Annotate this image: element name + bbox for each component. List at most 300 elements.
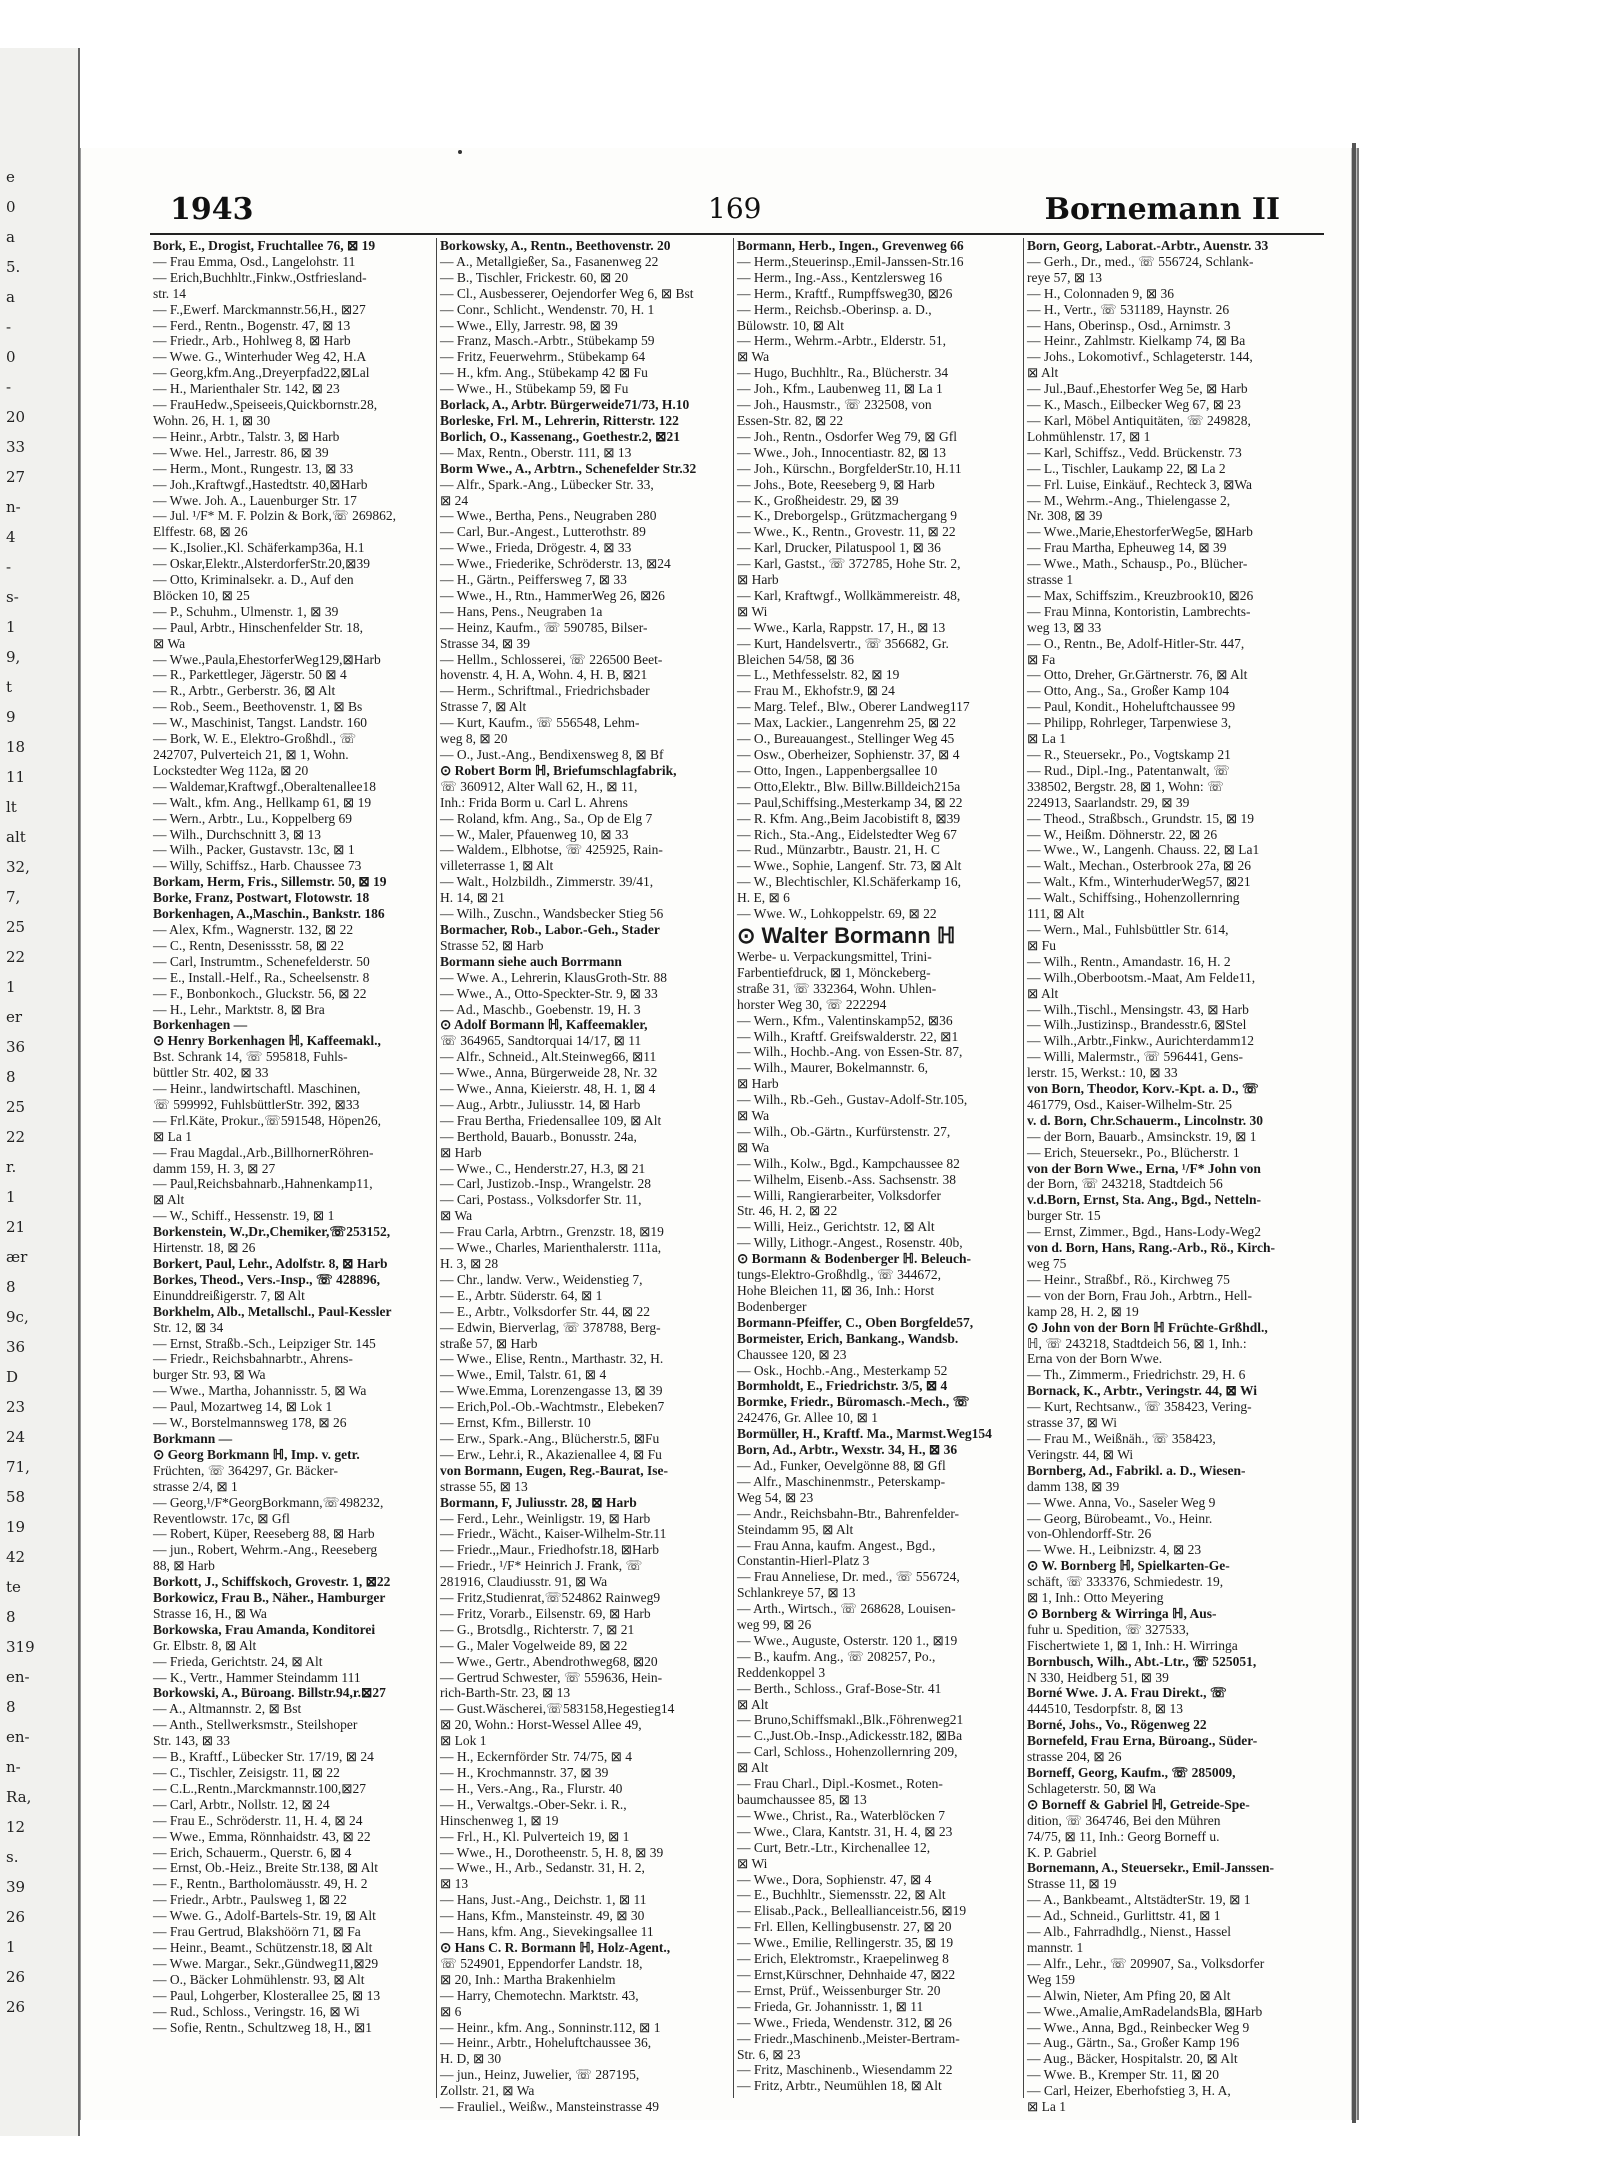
directory-entry-line: — Friedr.,,Maur., Friedhofstr.18, ⊠Harb (440, 1542, 660, 1558)
adjacent-page-text: 23 (6, 1398, 26, 1416)
directory-entry-line: — Carl, Heizer, Eberhofstieg 3, H. A, (1027, 2083, 1231, 2099)
directory-entry-line: — Wwe., A., Otto-Speckter-Str. 9, ⊠ 33 (440, 985, 658, 1001)
directory-entry-line: ⊙ Bormann & Bodenberger ℍ. Beleuch- (737, 1251, 972, 1267)
adjacent-page-text: 7, (6, 888, 21, 906)
directory-entry-line: — Wilh., Rb.-Geh., Gustav-Adolf-Str.105, (737, 1092, 968, 1108)
directory-entry-line: Strasse 34, ⊠ 39 (440, 635, 531, 651)
directory-entry-line: straße 57, ⊠ Harb (440, 1335, 538, 1351)
column-separator (1023, 238, 1024, 2098)
directory-entry-line: Bornemann, A., Steuersekr., Emil-Janssen- (1027, 1860, 1275, 1876)
adjacent-page-text: - (6, 558, 12, 576)
directory-entry-line: ☏ 599992, FuhlsbüttlerStr. 392, ⊠33 (153, 1096, 360, 1112)
directory-entry-line: — E., Arbtr., Volksdorfer Str. 44, ⊠ 22 (440, 1303, 650, 1319)
directory-entry-line: — Joh., Kfm., Laubenweg 11, ⊠ La 1 (737, 381, 943, 397)
directory-entry-line: — Jul. ¹/F* M. F. Polzin & Bork,☏ 269862, (153, 508, 396, 524)
directory-entry-line: — E., Arbtr. Süderstr. 64, ⊠ 1 (440, 1287, 603, 1303)
adjacent-page-text: 33 (6, 438, 26, 456)
directory-entry-line: — Joh., Rentn., Osdorfer Weg 79, ⊠ Gfl (737, 428, 957, 444)
directory-entry-line: weg 8, ⊠ 20 (440, 731, 508, 747)
directory-entry-line: — Curt, Betr.-Ltr., Kirchenallee 12, (737, 1839, 931, 1855)
directory-entry-line: — Paul, Arbtr., Hinschenfelder Str. 18, (153, 619, 363, 635)
directory-entry-line: — Otto,Elektr., Blw. Billw.Billdeich215a (737, 778, 961, 794)
directory-entry-line: — Hans, Kfm., Mansteinstr. 49, ⊠ 30 (440, 1908, 645, 1924)
directory-entry-line: Borné Wwe. J. A. Frau Direkt., ☏ (1027, 1685, 1227, 1701)
directory-entry-line: — Joh., Hausmstr., ☏ 232508, von (737, 397, 932, 413)
adjacent-page-text: 0 (6, 198, 16, 216)
directory-entry-line: — A., Bankbeamt., AltstädterStr. 19, ⊠ 1 (1027, 1892, 1251, 1908)
directory-entry-line: — F.,Ewerf. Marckmannstr.56,H., ⊠27 (153, 301, 366, 317)
directory-entry-line: ⊙ Hans C. R. Bormann ℍ, Holz-Agent., (440, 1939, 671, 1955)
directory-entry-line: schäft, ☏ 333376, Schmiedestr. 19, (1027, 1574, 1224, 1590)
directory-entry-line: — Wilh., Maurer, Bokelmannstr. 6, (737, 1060, 929, 1076)
directory-entry-line: Bornack, K., Arbtr., Veringstr. 44, ⊠ Wi (1027, 1383, 1257, 1399)
directory-entry-line: — Waldemar,Kraftwgf.,Oberaltenallee18 (153, 778, 377, 794)
directory-entry-line: — Wwe. Anna, Vo., Saseler Weg 9 (1027, 1494, 1216, 1510)
directory-entry-line: ⊙ Henry Borkenhagen ℍ, Kaffeemakl., (153, 1033, 381, 1049)
directory-entry-line: — Frl., H., Kl. Pulverteich 19, ⊠ 1 (440, 1828, 630, 1844)
directory-entry-line: — Wwe., Elly, Jarrestr. 98, ⊠ 39 (440, 317, 618, 333)
directory-entry-line: — Herm., Wehrm.-Arbtr., Elderstr. 51, (737, 333, 946, 349)
adjacent-page-text: 319 (6, 1638, 35, 1656)
directory-entry-line: — Frl. Luise, Einkäuf., Rechteck 3, ⊠Wa (1027, 476, 1253, 492)
directory-entry-line: hovenstr. 4, H. A, Wohn. 4, H. B, ⊠21 (440, 667, 648, 683)
directory-entry-line: weg 13, ⊠ 33 (1027, 619, 1102, 635)
directory-entry-line: 111, ⊠ Alt (1027, 906, 1085, 922)
directory-entry-line: — Wwe. G., Winterhuder Weg 42, H.A (153, 349, 367, 365)
directory-entry-line: ⊙ Borneff & Gabriel ℍ, Getreide-Spe- (1027, 1796, 1250, 1812)
directory-entry-line: — Wwe. H., Leibnizstr. 4, ⊠ 23 (1027, 1542, 1202, 1558)
directory-entry-line: — Erich, Elektromstr., Kraepelinweg 8 (737, 1951, 949, 1967)
directory-entry-line: ☏ 360912, Alter Wall 62, H., ⊠ 11, (440, 778, 638, 794)
directory-entry-line: — Frau Carla, Arbtrn., Grenzstr. 18, ⊠19 (440, 1224, 664, 1240)
directory-entry-line: — Rud., Münzarbtr., Baustr. 21, H. C (737, 842, 940, 858)
directory-entry-line: 242476, Gr. Allee 10, ⊠ 1 (737, 1410, 879, 1426)
directory-entry-line: damm 138, ⊠ 39 (1027, 1478, 1120, 1494)
adjacent-page-fragment (0, 48, 80, 2136)
directory-entry-line: — Wwe., Anna, Bürgerweide 28, Nr. 32 (440, 1065, 658, 1081)
directory-entry-line: Erna von der Born Wwe. (1027, 1351, 1163, 1367)
directory-entry-line: Reventlowstr. 17c, ⊠ Gfl (153, 1510, 290, 1526)
directory-entry-line: — Frauliel., Weißw., Mansteinstrasse 49 (440, 2099, 660, 2115)
adjacent-page-text: 9, (6, 648, 21, 666)
directory-entry-line: — Wwe., Christ., Ra., Waterblöcken 7 (737, 1807, 945, 1823)
directory-entry-line: — Friedr., Reichsbahnarbtr., Ahrens- (153, 1351, 353, 1367)
directory-entry-line: H. D, ⊠ 30 (440, 2051, 502, 2067)
directory-entry-line: ⊠ Wa (737, 349, 770, 365)
directory-entry-line: — Erich, Schauerm., Querstr. 6, ⊠ 4 (153, 1844, 352, 1860)
directory-entry-line: — Berth., Schloss., Graf-Bose-Str. 41 (737, 1680, 942, 1696)
adjacent-page-text: 25 (6, 918, 26, 936)
directory-entry-line: H. 14, ⊠ 21 (440, 890, 505, 906)
directory-entry-line: Lockstedter Weg 112a, ⊠ 20 (153, 762, 309, 778)
directory-entry-line: — Erich,Pol.-Ob.-Wachtmstr., Elebeken7 (440, 1399, 665, 1415)
directory-entry-line: — Willi, Malermstr., ☏ 596441, Gens- (1027, 1049, 1243, 1065)
directory-entry-line: 74/75, ⊠ 11, Inh.: Georg Borneff u. (1027, 1828, 1220, 1844)
directory-entry-line: — Wwe., Anna, Bgd., Reinbecker Weg 9 (1027, 2019, 1250, 2035)
directory-entry-line: — Conr., Schlicht., Wendenstr. 70, H. 1 (440, 301, 655, 317)
directory-entry-line: Strasse 16, H., ⊠ Wa (153, 1605, 267, 1621)
directory-entry-line: fuhr u. Spedition, ☏ 327533, (1027, 1621, 1189, 1637)
directory-entry-line: — Frau E., Schröderstr. 11, H. 4, ⊠ 24 (153, 1812, 363, 1828)
directory-entry-line: — Wwe., Gertr., Abendrothweg68, ⊠20 (440, 1653, 658, 1669)
directory-entry-line: Borkowsky, A., Rentn., Beethovenstr. 20 (440, 238, 671, 253)
directory-entry-line: — Georg, Bürobeamt., Vo., Heinr. (1027, 1510, 1213, 1526)
adjacent-page-text: 20 (6, 408, 26, 426)
directory-entry-line: — Wwe., Bertha, Pens., Neugraben 280 (440, 508, 657, 524)
adjacent-page-text: r. (6, 1158, 17, 1176)
directory-entry-line: — Wwe., Anna, Kieierstr. 48, H. 1, ⊠ 4 (440, 1081, 656, 1097)
directory-entry-line: ⊠ Wa (153, 635, 186, 651)
directory-entry-line: — Fritz, Arbtr., Neumühlen 18, ⊠ Alt (737, 2078, 942, 2094)
directory-entry-line: ⊠ Harb (737, 1076, 779, 1092)
directory-entry-line: — E., Buchhltr., Siemensstr. 22, ⊠ Alt (737, 1887, 946, 1903)
directory-entry-line: — Willi, Heiz., Gerichtstr. 12, ⊠ Alt (737, 1219, 935, 1235)
adjacent-page-text: 1 (6, 618, 16, 636)
directory-entry-line: str. 14 (153, 285, 187, 301)
directory-entry-line: — A., Altmannstr. 2, ⊠ Bst (153, 1701, 302, 1717)
directory-entry-line: — Alex, Kfm., Wagnerstr. 132, ⊠ 22 (153, 921, 354, 937)
directory-entry-line: ⊠ 6 (440, 2003, 462, 2019)
directory-entry-line: — Wilh.,Justizinsp., Brandesstr.6, ⊠Stel (1027, 1017, 1247, 1033)
directory-entry-line: — K., Vertr., Hammer Steindamm 111 (153, 1669, 361, 1685)
directory-entry-line: — Wwe., W., Langenh. Chauss. 22, ⊠ La1 (1027, 842, 1260, 858)
adjacent-page-text: - (6, 318, 12, 336)
directory-entry-line: — Karl, Kraftwgf., Wollkämmereistr. 48, (737, 587, 961, 603)
directory-entry-line: — Rob., Seem., Beethovenstr. 1, ⊠ Bs (153, 699, 363, 715)
adjacent-page-text: 9 (6, 708, 16, 726)
directory-entry-line: — Andr., Reichsbahn-Btr., Bahrenfelder- (737, 1505, 960, 1521)
directory-entry-line: — R., Arbtr., Gerberstr. 36, ⊠ Alt (153, 683, 336, 699)
directory-entry-line: Früchten, ☏ 364297, Gr. Bäcker- (153, 1462, 338, 1478)
directory-entry-line: — Carl, Instrumtm., Schenefelderstr. 50 (153, 953, 370, 969)
directory-entry-line: ⊙ W. Bornberg ℍ, Spielkarten-Ge- (1027, 1558, 1230, 1574)
running-head: Bornemann II (1044, 192, 1280, 227)
directory-entry-line: — O., Bäcker Lohmühlenstr. 93, ⊠ Alt (153, 1971, 365, 1987)
directory-entry-line: — W., Schiff., Hessenstr. 19, ⊠ 1 (153, 1208, 335, 1224)
directory-entry-line: — Frau Emma, Osd., Langelohstr. 11 (153, 253, 356, 269)
adjacent-page-text: t (6, 678, 13, 696)
adjacent-page-text: a (6, 288, 15, 306)
directory-entry-line: — Willy, Lithogr.-Angest., Rosenstr. 40b, (737, 1235, 963, 1251)
adjacent-page-text: Ra, (6, 1788, 32, 1806)
directory-entry-line: ⊠ Alt (1027, 985, 1059, 1001)
directory-entry-line: Steindamm 95, ⊠ Alt (737, 1521, 854, 1537)
directory-entry-line: — Karl, Schiffsz., Vedd. Brückenstr. 73 (1027, 444, 1242, 460)
directory-entry-line: — Rich., Sta.-Ang., Eidelstedter Weg 67 (737, 826, 957, 842)
directory-entry-line: — Aug., Bäcker, Hospitalstr. 20, ⊠ Alt (1027, 2051, 1238, 2067)
directory-entry-line: ☏ 364965, Sandtorquai 14/17, ⊠ 11 (440, 1033, 642, 1049)
directory-entry-line: reye 57, ⊠ 13 (1027, 269, 1103, 285)
directory-entry-line: — Ferd., Lehr., Weinligstr. 19, ⊠ Harb (440, 1510, 651, 1526)
adjacent-page-text: s- (6, 588, 19, 606)
directory-entry-line: — Paul, Kondit., Hoheluftchaussee 99 (1027, 699, 1236, 715)
directory-entry-line: — Heinr., Zahlmstr. Kielkamp 74, ⊠ Ba (1027, 333, 1246, 349)
adjacent-page-text: D (6, 1368, 19, 1386)
adjacent-page-text: 8 (6, 1068, 16, 1086)
directory-entry-line: — Paul, Lohgerber, Klosterallee 25, ⊠ 13 (153, 1987, 381, 2003)
directory-entry-line: — Arth., Wirtsch., ☏ 268628, Louisen- (737, 1601, 956, 1617)
directory-entry-line: — Wwe., Dora, Sophienstr. 47, ⊠ 4 (737, 1871, 932, 1887)
directory-entry-line: — Frl.Käte, Prokur.,☏591548, Höpen26, (153, 1112, 381, 1128)
directory-entry-line: — Wilh., Packer, Gustavstr. 13c, ⊠ 1 (153, 842, 355, 858)
directory-entry-line: — Paul,Schiffsing.,Mesterkamp 34, ⊠ 22 (737, 794, 963, 810)
directory-entry-line: 242707, Pulverteich 21, ⊠ 1, Wohn. (153, 747, 349, 762)
directory-entry-line: Strasse 7, ⊠ Alt (440, 699, 527, 715)
adjacent-page-text: en- (6, 1728, 30, 1746)
directory-entry-line: — Kurt, Rechtsanw., ☏ 358423, Vering- (1027, 1399, 1252, 1415)
directory-entry-line: ⊙ Bornberg & Wirringa ℍ, Aus- (1027, 1605, 1217, 1621)
directory-entry-line: — Wwe.,Paula,EhestorferWeg129,⊠Harb (153, 651, 381, 667)
directory-entry-line: — Alb., Fahrradhdlg., Nienst., Hassel (1027, 1924, 1231, 1940)
directory-entry-line: weg 75 (1027, 1256, 1067, 1271)
directory-entry-line: Strasse 11, ⊠ 19 (1027, 1876, 1117, 1892)
directory-entry-line: — Rud., Schloss., Veringstr. 16, ⊠ Wi (153, 2003, 360, 2019)
directory-entry-line: Bork, E., Drogist, Fruchtallee 76, ⊠ 19 (153, 238, 376, 253)
directory-entry-line: strasse 2/4, ⊠ 1 (153, 1478, 238, 1494)
directory-entry-line: Hinschenweg 1, ⊠ 19 (440, 1812, 559, 1828)
directory-entry-line: — Karl, Drucker, Pilatuspool 1, ⊠ 36 (737, 540, 941, 556)
directory-entry-line: Borke, Franz, Postwart, Flotowstr. 18 (153, 890, 370, 906)
directory-entry-line: — Heinr., Straßbf., Rö., Kirchweg 75 (1027, 1271, 1230, 1287)
directory-entry-line: — W., Borstelmannsweg 178, ⊠ 26 (153, 1415, 347, 1431)
directory-entry-line: — Max, Rentn., Oberstr. 111, ⊠ 13 (440, 444, 632, 460)
directory-entry-line: ⊠ 24 (440, 492, 469, 508)
directory-entry-line: — Carl, Justizob.-Insp., Wrangelstr. 28 (440, 1176, 652, 1192)
adjacent-page-text: en- (6, 1668, 30, 1686)
directory-entry-line: — Wwe., Emil, Talstr. 61, ⊠ 4 (440, 1367, 607, 1383)
directory-entry-line: — R. Kfm. Ang.,Beim Jacobistift 8, ⊠39 (737, 810, 961, 826)
directory-entry-line: 461779, Osd., Kaiser-Wilhelm-Str. 25 (1027, 1096, 1233, 1112)
header-year: 1943 (170, 192, 254, 227)
directory-entry-line: — Sofie, Rentn., Schultzweg 18, H., ⊠1 (153, 2019, 373, 2035)
directory-entry-line: — Roland, kfm. Ang., Sa., Op de Elg 7 (440, 810, 653, 826)
directory-entry-line: — Th., Zimmerm., Friedrichstr. 29, H. 6 (1027, 1367, 1246, 1383)
directory-entry-line: 281916, Claudiusstr. 91, ⊠ Wa (440, 1574, 608, 1590)
directory-entry-line: Bormann-Pfeiffer, C., Oben Borgfelde57, (737, 1314, 974, 1330)
directory-entry-line: — Frau M., Ekhofstr.9, ⊠ 24 (737, 683, 895, 699)
directory-entry-line: — Oskar,Elektr.,AlsterdorferStr.20,⊠39 (153, 556, 370, 572)
directory-entry-line: — Wwe. Joh. A., Lauenburger Str. 17 (153, 492, 357, 508)
adjacent-page-text: 22 (6, 1128, 26, 1146)
directory-entry-line: Lohmühlenstr. 17, ⊠ 1 (1027, 428, 1151, 444)
directory-entry-line: Elffestr. 68, ⊠ 26 (153, 524, 248, 540)
directory-entry-line: — Fritz, Vorarb., Eilsenstr. 69, ⊠ Harb (440, 1605, 651, 1621)
directory-entry-line: Borkert, Paul, Lehr., Adolfstr. 8, ⊠ Harb (153, 1256, 388, 1271)
directory-entry-line: ⊠ Lok 1 (440, 1733, 487, 1749)
adjacent-page-text: 22 (6, 948, 26, 966)
directory-entry-line: — Wern., Kfm., Valentinskamp52, ⊠36 (737, 1012, 953, 1028)
directory-entry-line: — Wilh.,Tischl., Mensingstr. 43, ⊠ Harb (1027, 1001, 1249, 1017)
directory-entry-line: Essen-Str. 82, ⊠ 22 (737, 412, 844, 428)
directory-entry-line: — Ferd., Rentn., Bogenstr. 47, ⊠ 13 (153, 317, 351, 333)
directory-entry-line: villeterrasse 1, ⊠ Alt (440, 858, 554, 874)
directory-entry-line: — Friedr., Arb., Hohlweg 8, ⊠ Harb (153, 333, 351, 349)
directory-entry-line: — Ernst, Zimmer., Bgd., Hans-Lody-Weg2 (1027, 1224, 1262, 1240)
directory-entry-line: K. P. Gabriel (1027, 1844, 1097, 1860)
directory-entry-line: — Gertrud Schwester, ☏ 559636, Hein- (440, 1669, 663, 1685)
directory-entry-line: — Wwe., Emma, Rönnhaidstr. 43, ⊠ 22 (153, 1828, 371, 1844)
directory-entry-line: — R., Steuersekr., Po., Vogtskamp 21 (1027, 747, 1231, 762)
directory-entry-line: Gr. Elbstr. 8, ⊠ Alt (153, 1637, 257, 1653)
directory-entry-line: — B., Tischler, Frickestr. 60, ⊠ 20 (440, 269, 629, 285)
directory-entry-line: ⊠ Fa (1027, 651, 1056, 667)
directory-entry-line: ⊙ Adolf Bormann ℍ, Kaffeemakler, (440, 1017, 648, 1033)
adjacent-page-text: alt (6, 828, 26, 846)
directory-entry-line: Str. 46, H. 2, ⊠ 22 (737, 1203, 838, 1219)
directory-entry-line: ⊠ 20, Inh.: Martha Brakenhielm (440, 1971, 616, 1987)
directory-entry-line: — Johs., Lokomotivf., Schlageterstr. 144, (1027, 349, 1253, 365)
directory-entry-line: — Heinr., Arbtr., Hoheluftchaussee 36, (440, 2035, 652, 2051)
directory-entry-line: — Aug., Arbtr., Juliusstr. 14, ⊠ Harb (440, 1096, 641, 1112)
directory-entry-line: — Joh.,Kraftwgf.,Hastedtstr. 40,⊠Harb (153, 476, 368, 492)
directory-entry-line: Bornefeld, Frau Erna, Büroang., Süder- (1027, 1733, 1258, 1749)
adjacent-page-text: 1 (6, 1188, 16, 1206)
directory-entry-line: — W., Maschinist, Tangst. Landstr. 160 (153, 715, 368, 731)
directory-entry-line: — B., Kraftf., Lübecker Str. 17/19, ⊠ 24 (153, 1749, 374, 1765)
adjacent-page-text: 58 (6, 1488, 26, 1506)
directory-entry-line: Inh.: Frida Borm u. Carl L. Ahrens (440, 794, 628, 810)
directory-entry-line: — Georg,¹/F*GeorgBorkmann,☏498232, (153, 1494, 384, 1510)
directory-entry-line: — Franz, Masch.-Arbtr., Stübekamp 59 (440, 333, 655, 349)
directory-entry-line: Bormüller, H., Kraftf. Ma., Marmst.Weg154 (737, 1426, 992, 1442)
directory-entry-line: burger Str. 15 (1027, 1208, 1101, 1224)
directory-entry-line: Borkes, Theod., Vers.-Insp., ☏ 428896, (153, 1271, 381, 1287)
directory-entry-line: — Frau Gertrud, Blakshöörn 71, ⊠ Fa (153, 1924, 361, 1940)
directory-entry-line: — Alfr., Schneid., Alt.Steinweg66, ⊠11 (440, 1049, 657, 1065)
directory-entry-line: strasse 37, ⊠ Wi (1027, 1415, 1118, 1431)
directory-entry-line: — Wwe., H., Stübekamp 59, ⊠ Fu (440, 381, 629, 397)
directory-entry-line: ⊠ Wa (737, 1139, 770, 1155)
directory-entry-line: — Otto, Kriminalsekr. a. D., Auf den (153, 572, 354, 588)
directory-entry-line: — Wwe., H., Dorotheenstr. 5, H. 8, ⊠ 39 (440, 1844, 664, 1860)
adjacent-page-text: 12 (6, 1818, 26, 1836)
directory-entry-line: Bormann, F, Juliusstr. 28, ⊠ Harb (440, 1494, 637, 1510)
directory-entry-line: ⊠ La 1 (1027, 731, 1067, 747)
directory-entry-line: — Wwe., Math., Schausp., Po., Blücher- (1027, 556, 1248, 572)
directory-entry-line: v. d. Born, Chr.Schauerm., Lincolnstr. 30 (1027, 1112, 1264, 1128)
directory-entry-line: — Wern., Mal., Fuhlsbüttler Str. 614, (1027, 921, 1229, 937)
adjacent-page-text: 25 (6, 1098, 26, 1116)
directory-entry-line: — Rud., Dipl.-Ing., Patentanwalt, ☏ (1027, 762, 1230, 778)
directory-entry-line: — K., Großheidestr. 29, ⊠ 39 (737, 492, 899, 508)
directory-column-3 (737, 238, 1015, 2098)
directory-entry-line: 224913, Saarlandstr. 29, ⊠ 39 (1027, 794, 1190, 810)
directory-entry-line: dition, ☏ 364746, Bei den Mühren (1027, 1812, 1221, 1828)
directory-entry-line: burger Str. 93, ⊠ Wa (153, 1367, 266, 1383)
directory-entry-line: lerstr. 15, Werkst.: 10, ⊠ 33 (1027, 1065, 1178, 1081)
directory-entry-line: Borkenhagen — (153, 1017, 248, 1033)
directory-entry-line: Bormacher, Rob., Labor.-Geh., Stader (440, 921, 660, 937)
directory-entry-line: Farbentiefdruck, ⊠ 1, Mönckeberg- (737, 964, 931, 980)
directory-entry-line: — Karl, Möbel Antiquitäten, ☏ 249828, (1027, 412, 1251, 428)
directory-entry-line: Fischertwiete 1, ⊠ 1, Inh.: H. Wirringa (1027, 1637, 1238, 1653)
directory-entry-line: — B., kaufm. Ang., ☏ 208257, Po., (737, 1648, 936, 1664)
directory-entry-line: Bormeister, Erich, Bankang., Wandsb. (737, 1330, 959, 1346)
adjacent-page-text: 36 (6, 1338, 26, 1356)
directory-entry-line: — Otto, Ang., Sa., Großer Kamp 104 (1027, 683, 1230, 699)
adjacent-page-text: 5. (6, 258, 21, 276)
directory-entry-line: — Wwe. G., Adolf-Bartels-Str. 19, ⊠ Alt (153, 1908, 376, 1924)
directory-entry-line: — Friedr., Arbtr., Paulsweg 1, ⊠ 22 (153, 1892, 347, 1908)
punch-mark (458, 150, 462, 154)
directory-column-4 (1027, 238, 1305, 2115)
directory-entry-line: — Wwe., H., Rtn., HammerWeg 26, ⊠26 (440, 587, 665, 603)
directory-entry-line: — Otto, Dreher, Gr.Gärtnerstr. 76, ⊠ Alt (1027, 667, 1248, 683)
directory-entry-line: — Aug., Gärtn., Sa., Großer Kamp 196 (1027, 2035, 1240, 2051)
directory-entry-line: — Ernst, Prüf., Weissenburger Str. 20 (737, 1982, 941, 1998)
adjacent-page-text: 1 (6, 1938, 16, 1956)
directory-entry-line: — C.,Just.Ob.-Insp.,Adickesstr.182, ⊠Ba (737, 1728, 963, 1744)
directory-entry-line: — Paul, Mozartweg 14, ⊠ Lok 1 (153, 1399, 333, 1415)
directory-entry-line: — Frau Bertha, Friedensallee 109, ⊠ Alt (440, 1112, 662, 1128)
directory-entry-line: ℍ, ☏ 243218, Stadtdeich 56, ⊠ 1, Inh.: (1027, 1335, 1247, 1351)
directory-entry-line: — C., Tischler, Zeisigstr. 11, ⊠ 22 (153, 1765, 340, 1780)
directory-entry-line: ☏ 524901, Eppendorfer Landstr. 18, (440, 1955, 643, 1971)
directory-entry-line: — Wwe. W., Lohkoppelstr. 69, ⊠ 22 (737, 906, 937, 922)
adjacent-page-text: n- (6, 498, 21, 516)
directory-entry-line: — Erich,Buchhltr.,Finkw.,Ostfriesland- (153, 269, 367, 285)
directory-entry-line: Borkam, Herm, Fris., Sillemstr. 50, ⊠ 19 (153, 874, 387, 890)
directory-entry-line: — H., Lehr., Marktstr. 8, ⊠ Bra (153, 1001, 325, 1017)
directory-entry-line: — W., Heißm. Döhnerstr. 22, ⊠ 26 (1027, 826, 1218, 842)
directory-entry-line: — Georg,kfm.Ang.,Dreyerpfad22,⊠Lal (153, 365, 370, 381)
directory-entry-line: — C., Rentn, Desenissstr. 58, ⊠ 22 (153, 937, 344, 953)
directory-entry-line: ⊠ La 1 (153, 1128, 193, 1144)
adjacent-page-text: 42 (6, 1548, 26, 1566)
directory-entry-line: Str. 12, ⊠ 34 (153, 1319, 224, 1335)
directory-entry-line: 444510, Tesdorpfstr. 8, ⊠ 13 (1027, 1701, 1183, 1717)
directory-entry-line: — Frau M., Weißnäh., ☏ 358423, (1027, 1430, 1216, 1446)
directory-entry-line: — Erw., Spark.-Ang., Blücherstr.5, ⊠Fu (440, 1430, 660, 1446)
directory-entry-line: — Wilh.,Oberbootsm.-Maat, Am Felde11, (1027, 969, 1256, 985)
directory-entry-line: Weg 159 (1027, 1971, 1076, 1987)
directory-entry-line: — H., kfm. Ang., Stübekamp 42 ⊠ Fu (440, 365, 648, 381)
directory-entry-line: — Jul.,Bauf.,Ehestorfer Weg 5e, ⊠ Harb (1027, 381, 1248, 397)
directory-entry-line: — Wilhelm, Eisenb.-Ass. Sachsenstr. 38 (737, 1171, 956, 1187)
directory-entry-line: von d. Born, Hans, Rang.-Arb., Rö., Kirch- (1027, 1240, 1276, 1256)
directory-entry-line: — W., Maler, Pfauenweg 10, ⊠ 33 (440, 826, 629, 842)
directory-entry-line: — Wilh., Kraftf. Greifswalderstr. 22, ⊠1 (737, 1028, 959, 1044)
directory-entry-line: — Ernst, Ob.-Heiz., Breite Str.138, ⊠ Alt (153, 1860, 379, 1876)
adjacent-page-text: - (6, 378, 12, 396)
directory-entry-line: — Gerh., Dr., med., ☏ 556724, Schlank- (1027, 253, 1254, 269)
directory-entry-line: Borkenhagen, A.,Maschin., Bankstr. 186 (153, 906, 385, 922)
directory-entry-line: Zollstr. 21, ⊠ Wa (440, 2083, 535, 2099)
directory-entry-line: — Frau Charl., Dipl.-Kosmet., Roten- (737, 1776, 943, 1792)
directory-entry-line: — Walt., Holzbildh., Zimmerstr. 39/41, (440, 874, 654, 890)
directory-entry-line: von Bormann, Eugen, Reg.-Baurat, Ise- (440, 1462, 669, 1478)
directory-entry-line: — G., Maler Vogelweide 89, ⊠ 22 (440, 1637, 628, 1653)
directory-entry-line: — Wwe., C., Henderstr.27, H.3, ⊠ 21 (440, 1160, 646, 1176)
directory-entry-line: der Born, ☏ 243218, Stadtdeich 56 (1027, 1176, 1223, 1192)
adjacent-page-text: e (6, 168, 15, 186)
page-edge (1352, 143, 1356, 2123)
directory-entry-line: — Wwe., Friederike, Schröderstr. 13, ⊠24 (440, 556, 671, 572)
directory-entry-line: N 330, Heidberg 51, ⊠ 39 (1027, 1669, 1169, 1685)
adjacent-page-text: te (6, 1578, 21, 1596)
directory-entry-line: Borkott, J., Schiffskoch, Grovestr. 1, ⊠22 (153, 1574, 391, 1590)
directory-entry-line: — Frau Anneliese, Dr. med., ☏ 556724, (737, 1569, 960, 1585)
directory-entry-line: — Joh., Kürschn., BorgfelderStr.10, H.11 (737, 460, 962, 476)
directory-entry-line: — W., Blechtischler, Kl.Schäferkamp 16, (737, 874, 962, 890)
directory-entry-line: baumchaussee 85, ⊠ 13 (737, 1792, 867, 1807)
directory-entry-line: — Hugo, Buchhltr., Ra., Blücherstr. 34 (737, 365, 949, 381)
directory-entry-line: — H., Krochmannstr. 37, ⊠ 39 (440, 1765, 609, 1780)
directory-entry-line: — Wwe. Hel., Jarrestr. 86, ⊠ 39 (153, 444, 329, 460)
directory-entry-line: — H., Verwaltgs.-Ober-Sekr. i. R., (440, 1796, 627, 1812)
directory-entry-line: ⊙ Robert Borm ℍ, Briefumschlagfabrik, (440, 762, 677, 778)
directory-entry-line: strasse 204, ⊠ 26 (1027, 1749, 1122, 1765)
